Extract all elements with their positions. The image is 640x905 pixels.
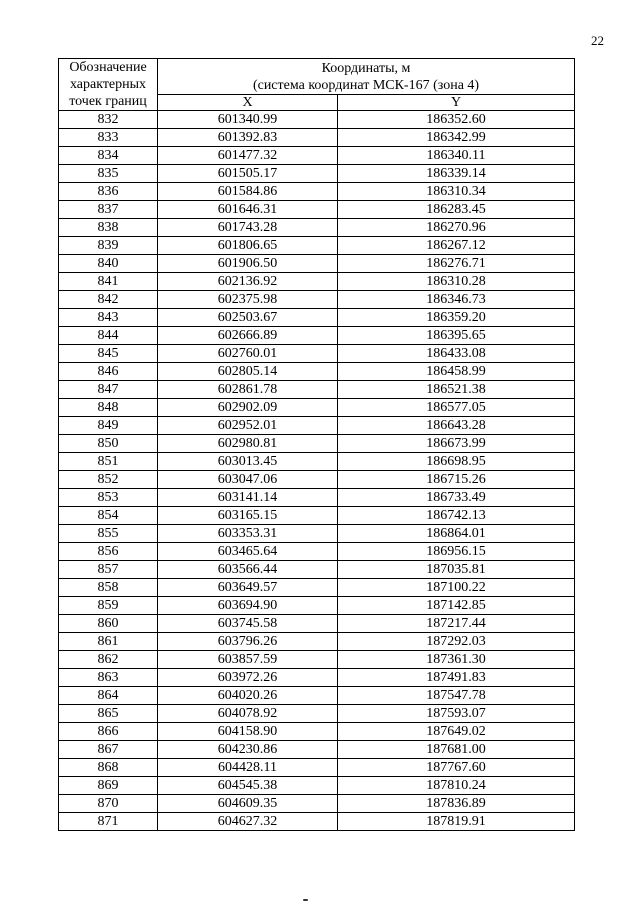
x-cell: 603465.64 xyxy=(158,543,338,561)
y-cell: 186395.65 xyxy=(338,327,575,345)
y-cell: 187836.89 xyxy=(338,795,575,813)
x-cell: 603141.14 xyxy=(158,489,338,507)
y-cell: 186715.26 xyxy=(338,471,575,489)
y-cell: 187819.91 xyxy=(338,813,575,831)
x-cell: 602136.92 xyxy=(158,273,338,291)
table-row xyxy=(59,165,575,183)
y-cell: 186310.28 xyxy=(338,273,575,291)
y-cell: 186283.45 xyxy=(338,201,575,219)
table-row xyxy=(59,111,575,129)
table-row xyxy=(59,759,575,777)
point-cell: 843 xyxy=(59,309,158,327)
point-cell: 839 xyxy=(59,237,158,255)
x-cell: 601392.83 xyxy=(158,129,338,147)
y-cell: 187681.00 xyxy=(338,741,575,759)
table-row xyxy=(59,507,575,525)
point-cell: 855 xyxy=(59,525,158,543)
x-cell: 603857.59 xyxy=(158,651,338,669)
point-cell: 832 xyxy=(59,111,158,129)
x-cell: 601906.50 xyxy=(158,255,338,273)
table-row xyxy=(59,543,575,561)
x-cell: 604428.11 xyxy=(158,759,338,777)
point-cell: 838 xyxy=(59,219,158,237)
y-cell: 187649.02 xyxy=(338,723,575,741)
y-cell: 187547.78 xyxy=(338,687,575,705)
table-row xyxy=(59,291,575,309)
bottom-mark xyxy=(303,899,308,901)
x-cell: 603796.26 xyxy=(158,633,338,651)
x-cell: 602902.09 xyxy=(158,399,338,417)
point-cell: 835 xyxy=(59,165,158,183)
table-row xyxy=(59,453,575,471)
point-cell: 841 xyxy=(59,273,158,291)
y-cell: 186643.28 xyxy=(338,417,575,435)
y-cell: 187217.44 xyxy=(338,615,575,633)
x-cell: 603566.44 xyxy=(158,561,338,579)
y-cell: 186339.14 xyxy=(338,165,575,183)
x-cell: 603013.45 xyxy=(158,453,338,471)
y-cell: 186270.96 xyxy=(338,219,575,237)
point-cell: 852 xyxy=(59,471,158,489)
x-cell: 603694.90 xyxy=(158,597,338,615)
point-cell: 844 xyxy=(59,327,158,345)
table-row xyxy=(59,741,575,759)
x-cell: 601806.65 xyxy=(158,237,338,255)
x-cell: 602952.01 xyxy=(158,417,338,435)
y-cell: 186864.01 xyxy=(338,525,575,543)
y-cell: 186352.60 xyxy=(338,111,575,129)
x-cell: 602760.01 xyxy=(158,345,338,363)
table-row xyxy=(59,399,575,417)
y-cell: 186458.99 xyxy=(338,363,575,381)
y-cell: 186956.15 xyxy=(338,543,575,561)
x-cell: 601505.17 xyxy=(158,165,338,183)
point-cell: 854 xyxy=(59,507,158,525)
y-cell: 186521.38 xyxy=(338,381,575,399)
table-row xyxy=(59,219,575,237)
y-cell: 187491.83 xyxy=(338,669,575,687)
x-cell: 603165.15 xyxy=(158,507,338,525)
table-row xyxy=(59,183,575,201)
table-row xyxy=(59,345,575,363)
point-cell: 853 xyxy=(59,489,158,507)
point-cell: 869 xyxy=(59,777,158,795)
y-cell: 186742.13 xyxy=(338,507,575,525)
y-cell: 187100.22 xyxy=(338,579,575,597)
y-cell: 187361.30 xyxy=(338,651,575,669)
x-cell: 603353.31 xyxy=(158,525,338,543)
table-row xyxy=(59,651,575,669)
y-cell: 187035.81 xyxy=(338,561,575,579)
table-row xyxy=(59,147,575,165)
x-cell: 604230.86 xyxy=(158,741,338,759)
coordinates-table xyxy=(58,58,575,831)
point-cell: 834 xyxy=(59,147,158,165)
page-number: 22 xyxy=(591,33,604,48)
coordinates-table-body xyxy=(59,111,575,831)
x-cell: 604020.26 xyxy=(158,687,338,705)
table-row xyxy=(59,579,575,597)
table-row xyxy=(59,201,575,219)
x-cell: 601340.99 xyxy=(158,111,338,129)
table-row xyxy=(59,813,575,831)
table-row xyxy=(59,237,575,255)
x-column-header: X xyxy=(158,95,338,111)
x-cell: 602666.89 xyxy=(158,327,338,345)
coordinates-title: Координаты, м xyxy=(321,61,411,76)
point-cell: 849 xyxy=(59,417,158,435)
x-cell: 604078.92 xyxy=(158,705,338,723)
y-cell: 186340.11 xyxy=(338,147,575,165)
table-row xyxy=(59,723,575,741)
x-cell: 602861.78 xyxy=(158,381,338,399)
x-cell: 602503.67 xyxy=(158,309,338,327)
table-row xyxy=(59,327,575,345)
point-cell: 845 xyxy=(59,345,158,363)
table-row xyxy=(59,309,575,327)
point-cell: 842 xyxy=(59,291,158,309)
point-cell: 861 xyxy=(59,633,158,651)
point-cell: 851 xyxy=(59,453,158,471)
x-cell: 601646.31 xyxy=(158,201,338,219)
table-row xyxy=(59,363,575,381)
x-cell: 604158.90 xyxy=(158,723,338,741)
table-row xyxy=(59,129,575,147)
x-cell: 603047.06 xyxy=(158,471,338,489)
x-cell: 603649.57 xyxy=(158,579,338,597)
y-cell: 187810.24 xyxy=(338,777,575,795)
table-row xyxy=(59,777,575,795)
point-header-line-1: Обозначение xyxy=(69,60,147,75)
x-cell: 602980.81 xyxy=(158,435,338,453)
table-row xyxy=(59,417,575,435)
y-cell: 186433.08 xyxy=(338,345,575,363)
point-cell: 856 xyxy=(59,543,158,561)
point-cell: 867 xyxy=(59,741,158,759)
point-cell: 862 xyxy=(59,651,158,669)
point-cell: 863 xyxy=(59,669,158,687)
y-cell: 186698.95 xyxy=(338,453,575,471)
point-cell: 837 xyxy=(59,201,158,219)
point-cell: 846 xyxy=(59,363,158,381)
x-cell: 602805.14 xyxy=(158,363,338,381)
table-row xyxy=(59,435,575,453)
point-cell: 833 xyxy=(59,129,158,147)
point-cell: 860 xyxy=(59,615,158,633)
table-row xyxy=(59,525,575,543)
table-row xyxy=(59,489,575,507)
y-cell: 186267.12 xyxy=(338,237,575,255)
x-cell: 601743.28 xyxy=(158,219,338,237)
point-cell: 857 xyxy=(59,561,158,579)
y-cell: 187142.85 xyxy=(338,597,575,615)
point-cell: 864 xyxy=(59,687,158,705)
point-cell: 848 xyxy=(59,399,158,417)
table-row xyxy=(59,597,575,615)
y-cell: 186673.99 xyxy=(338,435,575,453)
table-row xyxy=(59,561,575,579)
y-cell: 187593.07 xyxy=(338,705,575,723)
point-cell: 866 xyxy=(59,723,158,741)
y-cell: 186577.05 xyxy=(338,399,575,417)
point-cell: 870 xyxy=(59,795,158,813)
x-cell: 602375.98 xyxy=(158,291,338,309)
point-cell: 871 xyxy=(59,813,158,831)
point-cell: 865 xyxy=(59,705,158,723)
x-cell: 604627.32 xyxy=(158,813,338,831)
table-row xyxy=(59,687,575,705)
x-cell: 603745.58 xyxy=(158,615,338,633)
point-cell: 850 xyxy=(59,435,158,453)
table-row xyxy=(59,669,575,687)
point-cell: 836 xyxy=(59,183,158,201)
x-cell: 604609.35 xyxy=(158,795,338,813)
y-cell: 186733.49 xyxy=(338,489,575,507)
y-cell: 186359.20 xyxy=(338,309,575,327)
x-cell: 603972.26 xyxy=(158,669,338,687)
x-cell: 601477.32 xyxy=(158,147,338,165)
x-cell: 601584.86 xyxy=(158,183,338,201)
table-row xyxy=(59,795,575,813)
table-row xyxy=(59,705,575,723)
y-cell: 186310.34 xyxy=(338,183,575,201)
table-row xyxy=(59,255,575,273)
y-cell: 186346.73 xyxy=(338,291,575,309)
table-row xyxy=(59,471,575,489)
point-designation-header xyxy=(59,59,158,111)
table-row xyxy=(59,615,575,633)
point-cell: 858 xyxy=(59,579,158,597)
y-cell: 187767.60 xyxy=(338,759,575,777)
point-cell: 859 xyxy=(59,597,158,615)
point-header-line-2: характерных xyxy=(69,77,147,92)
point-cell: 868 xyxy=(59,759,158,777)
point-header-line-3: точек границ xyxy=(69,94,147,109)
point-cell: 840 xyxy=(59,255,158,273)
y-cell: 186276.71 xyxy=(338,255,575,273)
coordinates-header xyxy=(158,59,575,95)
table-row xyxy=(59,273,575,291)
y-column-header: Y xyxy=(338,95,575,111)
coordinates-subtitle: (система координат МСК-167 (зона 4) xyxy=(252,78,480,93)
x-cell: 604545.38 xyxy=(158,777,338,795)
y-cell: 186342.99 xyxy=(338,129,575,147)
y-cell: 187292.03 xyxy=(338,633,575,651)
table-row xyxy=(59,633,575,651)
table-row xyxy=(59,381,575,399)
point-cell: 847 xyxy=(59,381,158,399)
